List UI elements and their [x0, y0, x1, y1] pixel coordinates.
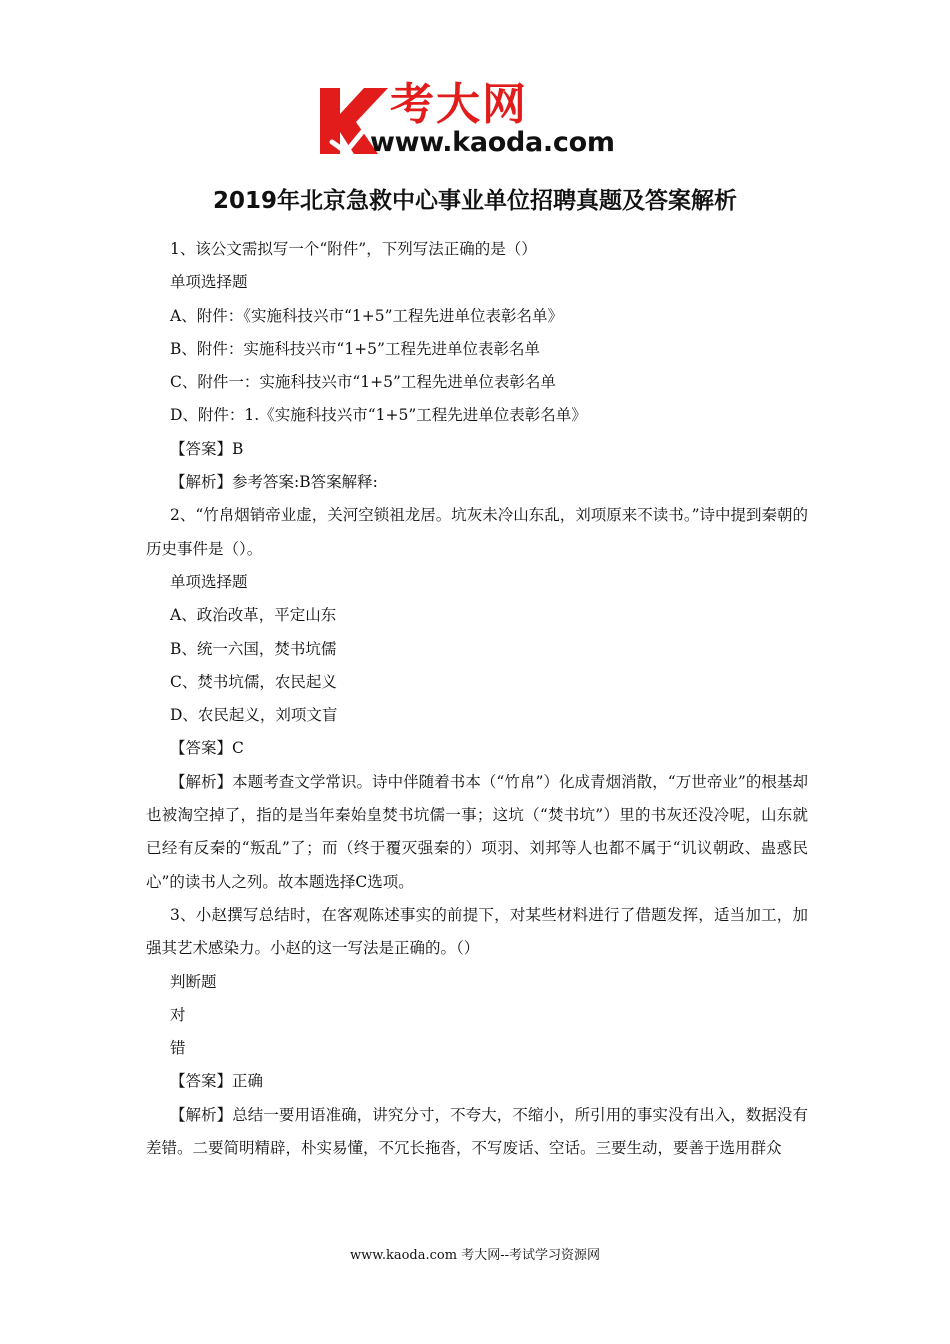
- option-b: B、统一六国，焚书坑儒: [170, 639, 337, 658]
- logo-chinese-name: 考大网: [390, 79, 528, 130]
- page-title: 2019年北京急救中心事业单位招聘真题及答案解析: [212, 188, 737, 214]
- document-body: [146, 233, 808, 1165]
- answer: 【答案】C: [170, 739, 244, 758]
- option-d: D、农民起义，刘项文盲: [170, 706, 338, 725]
- option-c: C、附件一：实施科技兴市“1+5”工程先进单位表彰名单: [170, 373, 556, 392]
- question-stem: 1、该公文需拟写一个“附件”，下列写法正确的是（）: [170, 240, 537, 258]
- question-type: 判断题: [170, 972, 217, 991]
- option-b: B、附件：实施科技兴市“1+5”工程先进单位表彰名单: [170, 339, 540, 358]
- question-stem: 2、“竹帛烟销帝业虚，关河空锁祖龙居。坑灰未冷山东乱，刘项原来不读书。”诗中提到秦朝的历史事件是（）。: [146, 506, 808, 558]
- question-type: 单项选择题: [170, 273, 248, 292]
- option-a: A、附件：《实施科技兴市“1+5”工程先进单位表彰名单》: [170, 306, 564, 325]
- analysis: 【解析】总结一要用语准确，讲究分寸，不夸大，不缩小，所引用的事实没有出入，数据没有差错。二要简明精辟，朴实易懂，不冗长拖沓，不写废话、空话。三要生动，要善于选用群众: [146, 1105, 808, 1158]
- page-footer: www.kaoda.com 考大网--考试学习资源网: [350, 1248, 600, 1263]
- option-true: 对: [170, 1005, 186, 1024]
- analysis: 【解析】本题考查文学常识。诗中伴随着书本（“竹帛”）化成青烟消散，“万世帝业”的根基却也被淘空掉了，指的是当年秦始皇焚书坑儒一事；这坑（“焚书坑”）里的书灰还没冷呢，山东就已经有反秦的“叛乱”了；而（终于覆灭强秦的）项羽、刘邦等人也都不属于“讥议朝政、蛊惑民心”的读书人之列。故本题选择C选项。: [146, 772, 808, 891]
- option-c: C、焚书坑儒，农民起义: [170, 672, 337, 691]
- answer: 【答案】正确: [170, 1072, 264, 1091]
- question-stem: 3、小赵撰写总结时，在客观陈述事实的前提下，对某些材料进行了借题发挥，适当加工，加强其艺术感染力。小赵的这一写法是正确的。（）: [146, 905, 808, 958]
- option-false: 错: [170, 1039, 186, 1058]
- option-a: A、政治改革，平定山东: [170, 606, 337, 625]
- answer: 【答案】B: [170, 439, 244, 458]
- logo-url: www.kaoda.com: [370, 127, 615, 158]
- site-logo: [318, 80, 638, 160]
- question-type: 单项选择题: [170, 572, 248, 591]
- analysis: 【解析】参考答案:B答案解释:: [170, 473, 378, 492]
- option-d: D、附件：1.《实施科技兴市“1+5”工程先进单位表彰名单》: [170, 406, 587, 425]
